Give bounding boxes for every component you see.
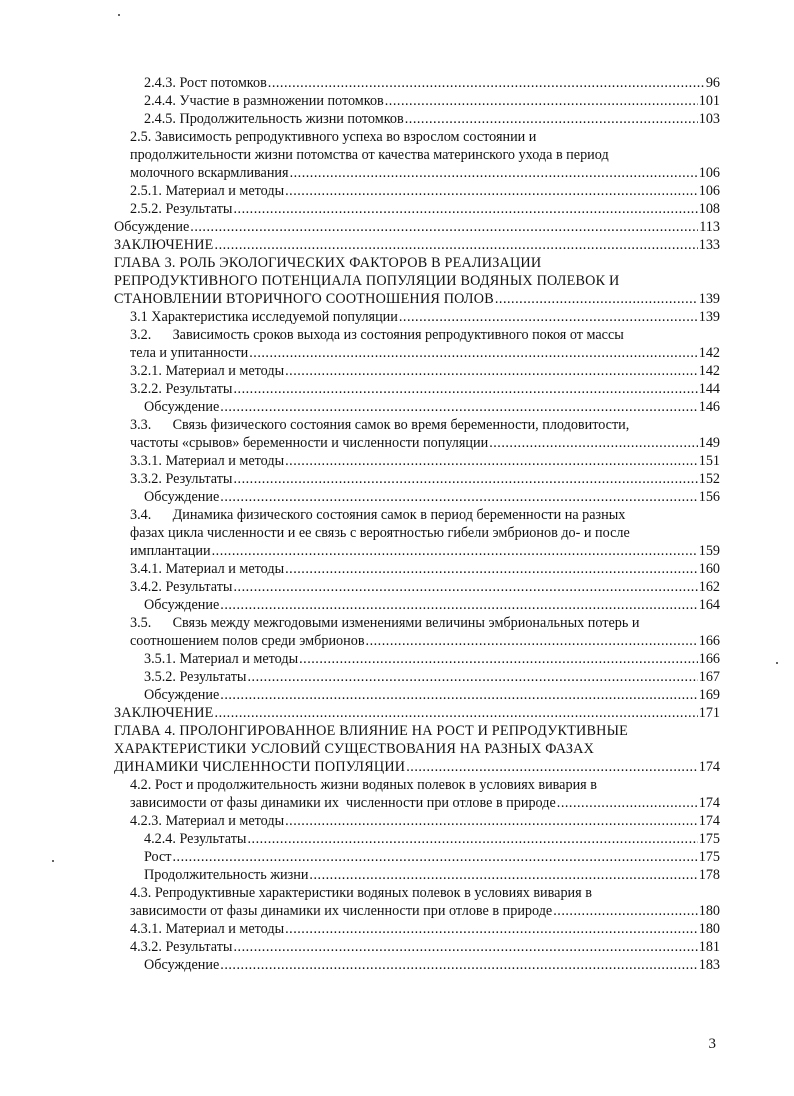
toc-entry-title: 3.2.1. Материал и методы (130, 363, 285, 379)
dot-leader (488, 434, 698, 452)
toc-entry-title: 4.2.3. Материал и методы (130, 813, 285, 829)
toc-entry-title: 4.2.4. Результаты (144, 831, 247, 847)
toc-entry-title: фазах цикла численности и ее связь с вероятностью гибели эмбрионов до- и после (130, 525, 630, 541)
toc-entry-title: Продолжительность жизни (144, 867, 309, 883)
toc-page-number: 113 (699, 219, 720, 235)
toc-entry (114, 560, 720, 578)
toc-entry (114, 956, 720, 974)
toc-entry (114, 668, 720, 686)
dot-leader (189, 218, 698, 236)
dot-leader (246, 668, 697, 686)
toc-page-number: 174 (698, 759, 720, 775)
toc-entry-title: Обсуждение (144, 597, 220, 613)
toc-entry-title: имплантации (130, 543, 211, 559)
scan-speck (118, 14, 120, 16)
dot-leader (289, 164, 698, 182)
toc-page-number: 166 (698, 633, 720, 649)
toc-page-number: 142 (698, 363, 720, 379)
toc-entry-title: Обсуждение (144, 687, 220, 703)
dot-leader (405, 758, 697, 776)
toc-page-number: 133 (698, 237, 720, 253)
toc-entry-title: соотношением полов среди эмбрионов (130, 633, 365, 649)
toc-entry-title: ГЛАВА 4. ПРОЛОНГИРОВАННОЕ ВЛИЯНИЕ НА РОСТ И РЕПРОДУКТИВНЫЕ (114, 723, 629, 739)
toc-page-number: 103 (698, 111, 720, 127)
toc-entry (114, 776, 720, 812)
toc-entry (114, 920, 720, 938)
dot-leader (232, 200, 697, 218)
table-of-contents (114, 74, 720, 974)
toc-entry (114, 488, 720, 506)
toc-entry (114, 380, 720, 398)
toc-entry-title: зависимости от фазы динамики их численности при отлове в природе (130, 903, 553, 919)
dot-leader (365, 632, 698, 650)
toc-entry-title: РЕПРОДУКТИВНОГО ПОТЕНЦИАЛА ПОПУЛЯЦИИ ВОДЯНЫХ ПОЛЕВОК И (114, 273, 620, 289)
toc-entry (114, 830, 720, 848)
toc-entry-title: 2.4.4. Участие в размножении потомков (144, 93, 384, 109)
toc-entry-title: Обсуждение (144, 489, 220, 505)
toc-page-number: 160 (698, 561, 720, 577)
dot-leader (284, 182, 698, 200)
toc-entry-title: 2.5.2. Результаты (130, 201, 233, 217)
toc-entry (114, 848, 720, 866)
dot-leader (219, 956, 697, 974)
toc-page-number: 180 (698, 903, 720, 919)
toc-entry (114, 398, 720, 416)
toc-entry-title: ГЛАВА 3. РОЛЬ ЭКОЛОГИЧЕСКИХ ФАКТОРОВ В РЕАЛИЗАЦИИ (114, 255, 542, 271)
toc-entry-title: 3.4.2. Результаты (130, 579, 233, 595)
toc-entry-title: 3.3.2. Результаты (130, 471, 233, 487)
dot-leader (556, 794, 698, 812)
dot-leader (171, 848, 697, 866)
toc-entry (114, 578, 720, 596)
toc-entry (114, 128, 720, 182)
toc-entry-title: 4.3. Репродуктивные характеристики водяных полевок в условиях вивария в (130, 885, 592, 901)
toc-page-number: 174 (698, 813, 720, 829)
dot-leader (214, 704, 698, 722)
toc-entry (114, 938, 720, 956)
toc-entry (114, 182, 720, 200)
toc-entry-title: Обсуждение (144, 399, 220, 415)
toc-entry-title: ДИНАМИКИ ЧИСЛЕННОСТИ ПОПУЛЯЦИИ (114, 759, 406, 775)
dot-leader (404, 110, 698, 128)
toc-entry-title: 3.4.1. Материал и методы (130, 561, 285, 577)
dot-leader (219, 398, 697, 416)
dot-leader (232, 470, 697, 488)
toc-entry-title: 3.3. Связь физического состояния самок во время беременности, плодовитости, (130, 417, 630, 433)
toc-page-number: 101 (698, 93, 720, 109)
toc-page-number: 166 (698, 651, 720, 667)
toc-page-number: 151 (698, 453, 720, 469)
toc-page-number: 106 (698, 165, 720, 181)
dot-leader (284, 560, 698, 578)
toc-entry (114, 416, 720, 452)
toc-page-number: 167 (698, 669, 720, 685)
toc-page-number: 142 (698, 345, 720, 361)
toc-page-number: 164 (698, 597, 720, 613)
dot-leader (248, 344, 697, 362)
dot-leader (308, 866, 697, 884)
dot-leader (552, 902, 698, 920)
toc-entry-title: частоты «срывов» беременности и численности популяции (130, 435, 489, 451)
scan-speck (52, 860, 54, 862)
toc-page-number: 175 (698, 849, 720, 865)
toc-entry (114, 326, 720, 362)
toc-entry (114, 704, 720, 722)
dot-leader (284, 812, 698, 830)
toc-entry (114, 596, 720, 614)
toc-entry (114, 866, 720, 884)
dot-leader (211, 542, 698, 560)
toc-entry (114, 452, 720, 470)
toc-page-number: 139 (698, 291, 720, 307)
toc-page-number: 108 (698, 201, 720, 217)
toc-page-number: 181 (698, 939, 720, 955)
toc-entry (114, 110, 720, 128)
dot-leader (219, 686, 697, 704)
toc-entry (114, 92, 720, 110)
toc-page-number: 159 (698, 543, 720, 559)
toc-entry-title: 3.2.2. Результаты (130, 381, 233, 397)
toc-page-number: 178 (698, 867, 720, 883)
toc-entry-title: 3.4. Динамика физического состояния самок в период беременности на разных (130, 507, 626, 523)
dot-leader (298, 650, 698, 668)
dot-leader (232, 578, 697, 596)
toc-entry (114, 614, 720, 650)
toc-entry-title: ЗАКЛЮЧЕНИЕ (114, 705, 214, 721)
toc-page-number: 139 (698, 309, 720, 325)
dot-leader (214, 236, 698, 254)
toc-page-number: 175 (698, 831, 720, 847)
toc-entry-title: 4.2. Рост и продолжительность жизни водяных полевок в условиях вивария в (130, 777, 597, 793)
toc-page-number: 144 (698, 381, 720, 397)
toc-page-number: 149 (698, 435, 720, 451)
toc-entry (114, 362, 720, 380)
toc-entry-title: зависимости от фазы динамики их численности при отлове в природе (130, 795, 556, 811)
toc-entry-title: 3.5.2. Результаты (144, 669, 247, 685)
scan-speck (776, 662, 778, 664)
page-number: 3 (708, 1036, 716, 1052)
dot-leader (219, 488, 697, 506)
toc-entry-title: ХАРАКТЕРИСТИКИ УСЛОВИЙ СУЩЕСТВОВАНИЯ НА РАЗНЫХ ФАЗАХ (114, 741, 595, 757)
dot-leader (219, 596, 697, 614)
toc-entry (114, 236, 720, 254)
toc-entry-title: ЗАКЛЮЧЕНИЕ (114, 237, 214, 253)
toc-entry-title: молочного вскармливания (130, 165, 289, 181)
toc-entry (114, 686, 720, 704)
toc-entry-title: Рост (144, 849, 172, 865)
toc-entry-title: 3.1 Характеристика исследуемой популяции (130, 309, 398, 325)
toc-entry (114, 650, 720, 668)
toc-page-number: 156 (698, 489, 720, 505)
dot-leader (284, 362, 698, 380)
toc-page-number: 183 (698, 957, 720, 973)
dot-leader (284, 452, 698, 470)
toc-entry (114, 722, 720, 776)
toc-entry (114, 218, 720, 236)
toc-entry-title: 3.3.1. Материал и методы (130, 453, 285, 469)
toc-entry-title: 2.4.3. Рост потомков (144, 75, 267, 91)
dot-leader (246, 830, 697, 848)
toc-entry-title: 3.2. Зависимость сроков выхода из состояния репродуктивного покоя от массы (130, 327, 624, 343)
toc-entry-title: 3.5.1. Материал и методы (144, 651, 299, 667)
dot-leader (232, 938, 697, 956)
toc-entry-title: Обсуждение (114, 219, 190, 235)
dot-leader (494, 290, 698, 308)
toc-entry-title: продолжительности жизни потомства от качества материнского ухода в период (130, 147, 609, 163)
toc-page-number: 174 (698, 795, 720, 811)
toc-page-number: 180 (698, 921, 720, 937)
dot-leader (284, 920, 698, 938)
toc-entry-title: 2.5. Зависимость репродуктивного успеха во взрослом состоянии и (130, 129, 537, 145)
toc-entry-title: тела и упитанности (130, 345, 249, 361)
toc-entry-title: 2.5.1. Материал и методы (130, 183, 285, 199)
toc-entry (114, 506, 720, 560)
dot-leader (384, 92, 698, 110)
toc-page-number: 171 (698, 705, 720, 721)
toc-entry (114, 254, 720, 308)
toc-entry (114, 470, 720, 488)
toc-entry (114, 812, 720, 830)
toc-entry (114, 308, 720, 326)
toc-entry-title: 2.4.5. Продолжительность жизни потомков (144, 111, 404, 127)
toc-entry-title: 4.3.1. Материал и методы (130, 921, 285, 937)
toc-page-number: 169 (698, 687, 720, 703)
toc-entry-title: 4.3.2. Результаты (130, 939, 233, 955)
dot-leader (267, 74, 705, 92)
toc-entry (114, 884, 720, 920)
toc-page-number: 96 (705, 75, 720, 91)
dot-leader (398, 308, 698, 326)
toc-page-number: 106 (698, 183, 720, 199)
toc-entry (114, 200, 720, 218)
toc-entry (114, 74, 720, 92)
toc-entry-title: СТАНОВЛЕНИИ ВТОРИЧНОГО СООТНОШЕНИЯ ПОЛОВ (114, 291, 494, 307)
toc-page-number: 162 (698, 579, 720, 595)
toc-entry-title: 3.5. Связь между межгодовыми изменениями величины эмбриональных потерь и (130, 615, 640, 631)
toc-page-number: 146 (698, 399, 720, 415)
toc-entry-title: Обсуждение (144, 957, 220, 973)
dot-leader (232, 380, 697, 398)
toc-page-number: 152 (698, 471, 720, 487)
